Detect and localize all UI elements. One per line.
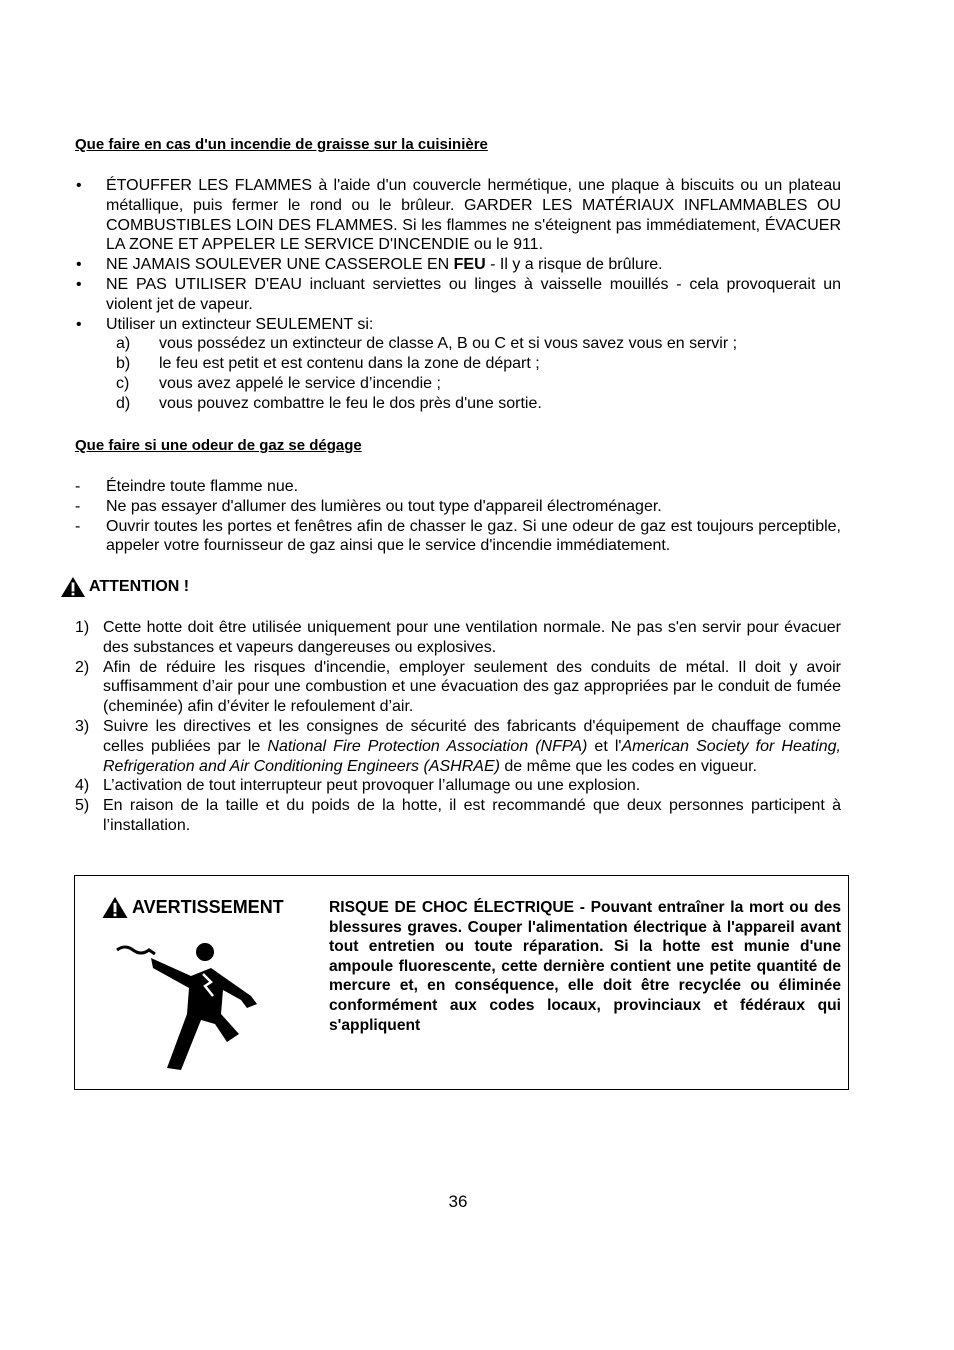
list-item: - Éteindre toute flamme nue. [75, 478, 299, 495]
list-item: 4) L’activation de tout interrupteur peut provoquer l’allumage ou une explosion. [75, 777, 641, 795]
sub-item: a) vous possédez un extincteur de classe A, B ou C et si vous savez vous en servir ; [116, 335, 738, 353]
list-item: - Ne pas essayer d'allumer des lumières ou tout type d'appareil électroménager. [75, 497, 662, 515]
warning-text: RISQUE DE CHOC ÉLECTRIQUE - Pouvant entraîner la mort ou des blessures graves. Couper l'alimentation électrique à l'appareil avant tout entretien ou toute réparation. Si la hotte est munie d'une ampoule fluorescente, cette dernière contient une petite quantité de mercure et, en conséquence, elle doit être recyclée ou éliminée conformément aux codes locaux, provinciaux et fédéraux qui s'appliquent [329, 899, 841, 1034]
attention-list [75, 618, 841, 836]
sub-item: c) vous avez appelé le service d’incendie ; [116, 374, 441, 392]
gas-odor-list [75, 477, 841, 556]
list-item: 5) En raison de la taille et du poids de la hotte, il est recommandé que deux personnes participent à l’installation. [75, 797, 841, 834]
attention-label: ATTENTION ! [60, 576, 189, 598]
sub-item: b) le feu est petit et est contenu dans la zone de départ ; [116, 355, 540, 373]
section-heading-gas-odor: Que faire si une odeur de gaz se dégage [75, 437, 362, 454]
list-item: • Utiliser un extincteur SEULEMENT si: [76, 315, 374, 333]
list-item: • NE PAS UTILISER D'EAU incluant serviettes ou linges à vaisselle mouillés - cela provoquerait un violent jet de vapeur. [76, 275, 841, 313]
list-item: 2) Afin de réduire les risques d'incendie, employer seulement des conduits de métal. Il doit y avoir suffisamment d’air pour une combustion et une évacuation des gaz appropriées par le conduit de fumée (cheminée) afin d’éviter le refoulement d’air. [75, 658, 841, 716]
electric-shock-icon [111, 938, 271, 1078]
list-item: • ÉTOUFFER LES FLAMMES à l'aide d'un couvercle hermétique, une plaque à biscuits ou un plateau métallique, puis fermer le rond ou le brûleur. GARDER LES MATÉRIAUX INFLAMMABLES OU COMBUSTIBLES LOIN DES FLAMMES. Si les flammes ne s'éteignent pas immédiatement, ÉVACUER LA ZONE ET APPELER LE SERVICE D'INCENDIE ou le 911. [76, 177, 841, 254]
warning-triangle-icon [101, 896, 129, 919]
grease-fire-list [75, 176, 841, 414]
list-item: • NE JAMAIS SOULEVER UNE CASSEROLE EN FEU - Il y a risque de brûlure. [76, 256, 663, 274]
list-item: - Ouvrir toutes les portes et fenêtres afin de chasser le gaz. Si une odeur de gaz est toujours perceptible, appeler votre fournisseur de gaz ainsi que le service d'incendie immédiatement. [75, 517, 841, 555]
warning-label: AVERTISSEMENT [101, 896, 284, 919]
section-heading-grease-fire: Que faire en cas d'un incendie de graisse sur la cuisinière [75, 136, 488, 153]
page-number: 36 [448, 1192, 468, 1211]
warning-triangle-icon [60, 576, 86, 598]
sub-item: d) vous pouvez combattre le feu le dos près d'une sortie. [116, 394, 542, 412]
warning-box [74, 875, 849, 1090]
list-item: 3) Suivre les directives et les consignes de sécurité des fabricants d'équipement de chauffage comme celles publiées par le National Fire Protection Association (NFPA) et l'American Society for Heating, Refrigeration and Air Conditioning Engineers (ASHRAE) de même que les codes en vigueur. [75, 717, 842, 775]
list-item: 1) Cette hotte doit être utilisée uniquement pour une ventilation normale. Ne pas s'en servir pour évacuer des substances et vapeurs dangereuses ou explosives. [75, 619, 841, 656]
